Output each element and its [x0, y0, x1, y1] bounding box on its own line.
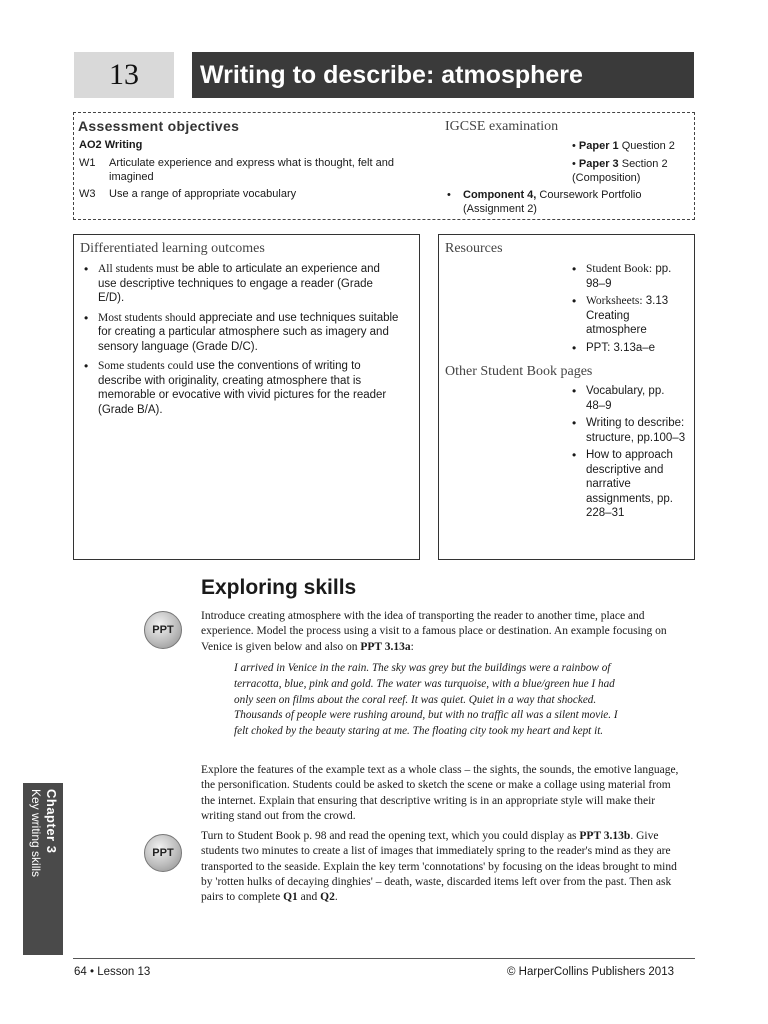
igcse-item: • Paper 1 Question 2 [572, 140, 675, 152]
list-item: • Most students should appreciate and use techniques suitable for creating a particular atmosphere such as imagery and sensory language (Grade D/C). [80, 311, 400, 355]
list-item: • All students must be able to articulate an experience and use descriptive techniques to engage a reader (Grade E/D). [80, 262, 400, 306]
task-paragraph: Turn to Student Book p. 98 and read the opening text, which you could display as PPT 3.13b. Give students two minutes to create a list of images that immediately spring to the reader's mind as they are transported to the seaside. Explain the key term 'connotations' by focusing on the ideas brought to mind by 'rotten hulks of decaying dinghies' – death, waste, discarded items left over from the past. Then ask pairs to complete Q1 and Q2. [201, 830, 677, 904]
footer-copyright: © HarperCollins Publishers 2013 [507, 966, 674, 978]
resources-list [568, 262, 686, 358]
lesson-number: 13 [109, 58, 139, 91]
ao2-heading [79, 138, 142, 152]
list-item: • Writing to describe: structure, pp.100–3 [568, 416, 686, 445]
outcomes-heading: Differentiated learning outcomes [80, 241, 265, 256]
list-item: • Worksheets: 3.13 Creating atmosphere [568, 294, 686, 338]
explore-paragraph: Explore the features of the example text as a whole class – the sights, the sounds, the emotive language, the personification. Students could be asked to sketch the scene or make a collage using material from the internet. Explain that ensuring that descriptive writing is in an appropriate style will make their writing stand out from the crowd. [201, 764, 679, 822]
objective-code: W1 [79, 157, 96, 169]
chapter-label: Chapter 3 [44, 789, 59, 854]
outcomes-list [80, 262, 400, 422]
list-item: • Vocabulary, pp. 48–9 [568, 384, 686, 413]
assessment-heading: Assessment objectives [78, 118, 240, 134]
lesson-number-box [74, 52, 174, 98]
objective-text: Articulate experience and express what is thought, felt and imagined [109, 157, 394, 183]
ao2-code: AO2 [79, 139, 102, 151]
resources-heading: Resources [445, 241, 503, 256]
chapter-subtitle: Key writing skills [29, 789, 43, 878]
igcse-item: • Paper 3 Section 2 (Composition) [572, 158, 668, 184]
list-item: • PPT: 3.13a–e [568, 341, 686, 356]
list-item: • Some students could use the conventions of writing to describe with originality, creating atmosphere that is memorable or evocative with vivid pictures for the reader (Grade B/A). [80, 359, 400, 417]
chapter-side-tab [23, 783, 63, 955]
list-item: • Student Book: pp. 98–9 [568, 262, 686, 291]
footer-divider [73, 958, 695, 959]
igcse-heading: IGCSE examination [445, 119, 559, 134]
intro-paragraph: Introduce creating atmosphere with the idea of transporting the reader to another time, place and experience. Model the process using a visit to a famous place or destination. An example focusing on Venice is given below and also on PPT 3.13a: [201, 610, 667, 653]
ppt-icon: PPT [144, 834, 182, 872]
page-title-bar [192, 52, 694, 98]
ao2-label: Writing [104, 139, 143, 151]
objective-code: W3 [79, 188, 96, 200]
list-item: • How to approach descriptive and narrative assignments, pp. 228–31 [568, 448, 686, 521]
objective-text: Use a range of appropriate vocabulary [109, 188, 297, 200]
ppt-icon: PPT [144, 611, 182, 649]
page-title: Writing to describe: atmosphere [200, 60, 583, 89]
footer-page-info: 64 • Lesson 13 [74, 966, 151, 978]
other-pages-heading: Other Student Book pages [445, 364, 593, 379]
venice-quote: I arrived in Venice in the rain. The sky was grey but the buildings were a rainbow of terracotta, blue, pink and gold. The water was turquoise, with a blue/green hue I had only seen on films about the coral reef. It was quiet. Quiet in a way that shocked. Thousands of people were rushing around, but with no traffic all was a silent movie. I felt choked by the beauty staring at me. The floating city took my heart and kept it. [234, 662, 618, 738]
other-pages-list [568, 384, 686, 524]
section-title: Exploring skills [201, 576, 357, 599]
igcse-item: • Component 4, Coursework Portfolio (Assignment 2) [447, 189, 642, 215]
